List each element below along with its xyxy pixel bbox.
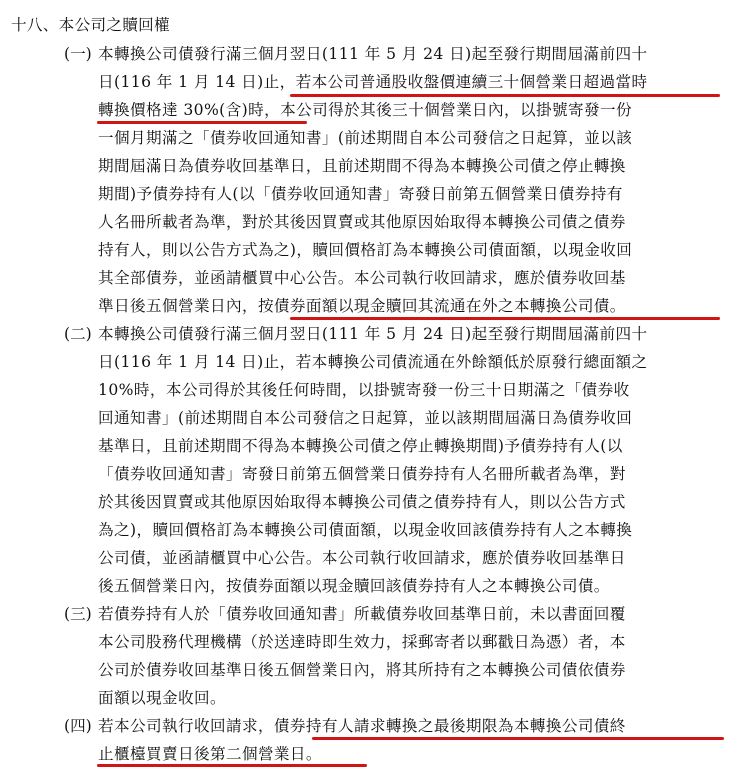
item-3-line: 公司於債券收回基準日後五個營業日內，將其所持有之本轉換公司債依債券 bbox=[98, 661, 626, 679]
item-1-line: 日(116 年 1 月 14 日)止，若本公司普通股收盤價連續三十個營業日超過當時 bbox=[98, 73, 648, 91]
item-3-marker: (三) bbox=[64, 605, 92, 623]
item-4-line: 止櫃檯買賣日後第二個營業日。 bbox=[98, 745, 322, 763]
highlight-underline bbox=[290, 317, 720, 320]
item-2-line: 日(116 年 1 月 14 日)止，若本轉換公司債流通在外餘額低於原發行總面額之 bbox=[98, 353, 648, 371]
item-1-line: 轉換價格達 30%(含)時，本公司得於其後三十個營業日內，以掛號寄發一份 bbox=[98, 101, 632, 119]
item-2-line: 公司債，並函請櫃買中心公告。本公司執行收回請求，應於債券收回基準日 bbox=[98, 549, 626, 567]
item-2-line: 於其後因買賣或其他原因始取得本轉換公司債之債券持有人，則以公告方式 bbox=[98, 493, 626, 511]
item-4-marker: (四) bbox=[64, 717, 92, 735]
section-heading: 十八、本公司之贖回權 bbox=[11, 16, 170, 34]
item-2-line: 本轉換公司債發行滿三個月翌日(111 年 5 月 24 日)起至發行期間屆滿前四十 bbox=[98, 325, 648, 343]
item-2-line: 後五個營業日內，按債券面額以現金贖回該債券持有人之本轉換公司債。 bbox=[98, 577, 610, 595]
item-1-marker: (一) bbox=[64, 45, 92, 63]
item-2-line: 為之)，贖回價格訂為本轉換公司債面額，以現金收回該債券持有人之本轉換 bbox=[98, 521, 633, 539]
item-3-line: 本公司股務代理機構（於送達時即生效力，採郵寄者以郵戳日為憑）者，本 bbox=[98, 633, 626, 651]
item-3-line: 若債券持有人於「債券收回通知書」所載債券收回基準日前，未以書面回覆 bbox=[98, 605, 626, 623]
highlight-underline bbox=[97, 764, 367, 767]
highlight-underline bbox=[290, 94, 720, 97]
item-1-line: 其全部債券，並函請櫃買中心公告。本公司執行收回請求，應於債券收回基 bbox=[98, 269, 626, 287]
item-1-line: 一個月期滿之「債券收回通知書」(前述期間自本公司發信之日起算，並以該 bbox=[98, 129, 633, 147]
item-1-line: 持有人，則以公告方式為之)，贖回價格訂為本轉換公司債面額，以現金收回 bbox=[98, 241, 633, 259]
item-1-line: 期間)予債券持有人(以「債券收回通知書」寄發日前第五個營業日債券持有 bbox=[98, 185, 623, 203]
item-1-line: 準日後五個營業日內，按債券面額以現金贖回其流通在外之本轉換公司債。 bbox=[98, 297, 626, 315]
item-3-line: 面額以現金收回。 bbox=[98, 689, 226, 707]
item-2-line: 基準日，且前述期間不得為本轉換公司債之停止轉換期間)予債券持有人(以 bbox=[98, 437, 623, 455]
item-2-line: 10%時，本公司得於其後任何時間，以掛號寄發一份三十日期滿之「債券收 bbox=[98, 381, 630, 399]
item-1-line: 人名冊所載者為準，對於其後因買賣或其他原因始取得本轉換公司債之債券 bbox=[98, 213, 626, 231]
item-2-marker: (二) bbox=[64, 325, 92, 343]
item-2-line: 「債券收回通知書」寄發日前第五個營業日債券持有人名冊所載者為準，對 bbox=[98, 465, 626, 483]
highlight-underline bbox=[312, 737, 724, 740]
item-2-line: 回通知書」(前述期間自本公司發信之日起算，並以該期間屆滿日為債券收回 bbox=[98, 409, 633, 427]
item-1-line: 本轉換公司債發行滿三個月翌日(111 年 5 月 24 日)起至發行期間屆滿前四十 bbox=[98, 45, 648, 63]
item-1-line: 期間屆滿日為債券收回基準日，且前述期間不得為本轉換公司債之停止轉換 bbox=[98, 157, 626, 175]
highlight-underline bbox=[97, 121, 307, 124]
item-4-line: 若本公司執行收回請求，債券持有人請求轉換之最後期限為本轉換公司債終 bbox=[98, 717, 626, 735]
